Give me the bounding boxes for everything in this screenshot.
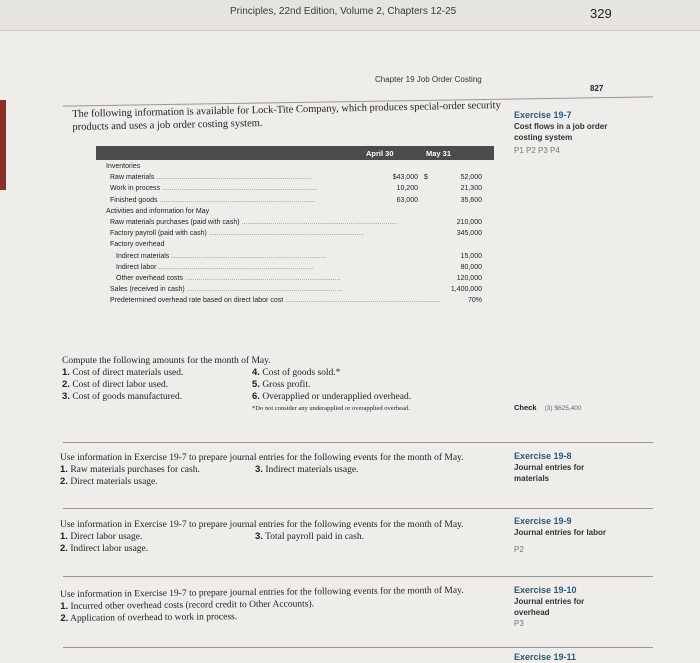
table-row	[96, 174, 494, 185]
item: 1. Direct labor usage.	[60, 531, 143, 542]
cell-may: 210,000	[456, 218, 482, 226]
compute-intro: Compute the following amounts for the month of May.	[62, 356, 271, 366]
exercise-intro: Use information in Exercise 19-7 to prepare journal entries for the following events for the month of May.	[60, 585, 464, 600]
page-number: 827	[590, 84, 604, 93]
cell-may: 80,000	[460, 263, 482, 271]
question-item: 5. Gross profit.	[252, 379, 311, 390]
question-item: 3. Cost of goods manufactured.	[62, 391, 183, 402]
table-row	[96, 275, 494, 286]
item: 2. Direct materials usage.	[60, 476, 158, 487]
question-item: 1. Cost of direct materials used.	[62, 367, 184, 378]
cell-may: 345,000	[456, 230, 482, 238]
exercise-intro: Use information in Exercise 19-7 to prepare journal entries for the following events for the month of May.	[60, 453, 464, 463]
exercise-intro: Use information in Exercise 19-7 to prepare journal entries for the following events for the month of May.	[60, 520, 464, 530]
cell-may: 15,000	[460, 252, 482, 260]
table-row	[96, 163, 494, 174]
exercise-19-10-sidebar	[514, 585, 654, 629]
table-row	[96, 264, 494, 275]
margin-tab	[0, 100, 6, 190]
cell-may: 120,000	[456, 274, 482, 282]
cell-may: 70%	[467, 297, 482, 305]
divider	[63, 576, 653, 577]
row-label: Indirect materials ................................................................................	[116, 252, 327, 260]
table-row	[96, 241, 494, 252]
table-row	[96, 185, 494, 196]
exercise-19-8-body	[60, 452, 510, 488]
table-row	[96, 286, 494, 297]
row-label: Factory overhead	[110, 241, 165, 249]
divider	[63, 442, 653, 443]
item: 3. Indirect materials usage.	[255, 464, 359, 475]
column-header-april: April 30	[366, 149, 394, 158]
exercise-19-11-sidebar	[514, 652, 654, 663]
column-header-may: May 31	[426, 149, 452, 158]
intro-line: products and uses a job order costing system.	[72, 118, 263, 133]
exercise-id: Exercise 19-7	[514, 110, 572, 120]
row-label: Factory payroll (paid with cash) ................................................................................	[110, 230, 365, 238]
cell-may: 35,600	[460, 196, 482, 204]
check-answer	[514, 403, 581, 412]
item: 2. Indirect labor usage.	[60, 543, 149, 554]
row-label: Indirect labor ................................................................................	[116, 263, 314, 271]
exercise-subtitle: Journal entries for	[514, 597, 585, 606]
exercise-19-9-sidebar	[514, 516, 654, 555]
exercise-19-10-body	[60, 584, 510, 625]
learning-objective-tags: P3	[514, 619, 524, 628]
table-row	[96, 208, 494, 219]
learning-objective-tags: P1 P2 P3 P4	[514, 146, 560, 155]
exercise-subtitle: overhead	[514, 608, 550, 617]
exercise-id: Exercise 19-8	[514, 451, 572, 461]
table-row	[96, 219, 494, 230]
table-row	[96, 197, 494, 208]
exercise-subtitle: Cost flows in a job order	[514, 122, 608, 131]
exercise-19-9-body	[60, 519, 510, 555]
question-item: 6. Overapplied or underapplied overhead.	[252, 391, 412, 402]
learning-objective-tags: P2	[514, 545, 524, 554]
divider	[63, 508, 653, 509]
exercise-subtitle: Journal entries for labor	[514, 528, 607, 537]
item: 1. Raw materials purchases for cash.	[60, 464, 200, 475]
table-row	[96, 297, 494, 308]
intro-line: The following information is available for Lock-Tite Company, which produces special-order security	[72, 100, 501, 120]
table-header	[96, 146, 494, 160]
item: 1. Incurred other overhead costs (record credit to Other Accounts).	[60, 599, 315, 612]
row-label: Activities and information for May	[106, 207, 210, 215]
row-label: Raw materials ................................................................................	[110, 174, 312, 182]
exercise-subtitle: materials	[514, 474, 550, 483]
cell-april: $43,000	[392, 174, 418, 182]
exercise-19-7-sidebar	[514, 110, 654, 156]
inventory-table	[96, 163, 494, 308]
chapter-heading: Chapter 19 Job Order Costing	[375, 75, 482, 84]
check-value: (3) $625,400	[544, 405, 582, 412]
item: 2. Application of overhead to work in process.	[60, 612, 238, 624]
exercise-subtitle: Journal entries for	[514, 463, 585, 472]
table-row	[96, 230, 494, 241]
cell-april: 10,200	[396, 185, 418, 193]
row-label: Sales (received in cash) ................................................................................	[110, 286, 343, 294]
cell-april: 63,000	[396, 196, 418, 204]
exercise-id: Exercise 19-10	[514, 585, 577, 595]
cell-may: 21,300	[460, 185, 482, 193]
exercise-items	[60, 464, 510, 488]
exercise-19-8-sidebar	[514, 451, 654, 484]
row-label: Raw materials purchases (paid with cash) ................................................................................	[110, 218, 398, 226]
row-label: Work in process ................................................................................	[110, 185, 318, 193]
book-top-bar	[0, 0, 700, 31]
running-head: Principles, 22nd Edition, Volume 2, Chapters 12-25	[230, 6, 457, 17]
exercise-19-7-questions	[62, 355, 522, 415]
exercise-id: Exercise 19-11	[514, 652, 577, 662]
question-item: 2. Cost of direct labor used.	[62, 379, 169, 390]
cell-may: 1,400,000	[450, 286, 482, 294]
question-item: 4. Cost of goods sold.*	[252, 367, 341, 378]
row-label: Predetermined overhead rate based on direct labor cost ................................................................................	[110, 297, 441, 305]
row-label: Inventories	[106, 163, 141, 170]
divider	[63, 647, 653, 648]
check-label: Check	[514, 403, 537, 412]
exercise-items	[60, 531, 510, 555]
row-label: Finished goods ................................................................................	[110, 196, 316, 204]
exercise-id: Exercise 19-9	[514, 516, 572, 526]
question-grid	[62, 367, 522, 403]
exercise-subtitle: costing system	[514, 133, 573, 142]
table-row	[96, 253, 494, 264]
footnote: *Do not consider any underapplied or overapplied overhead.	[252, 405, 410, 412]
item: 3. Total payroll paid in cash.	[255, 531, 364, 542]
dollar-sign: $	[424, 174, 428, 182]
row-label: Other overhead costs ................................................................................	[116, 274, 341, 282]
top-page-number: 329	[590, 6, 612, 21]
cell-may: 52,000	[460, 174, 482, 182]
